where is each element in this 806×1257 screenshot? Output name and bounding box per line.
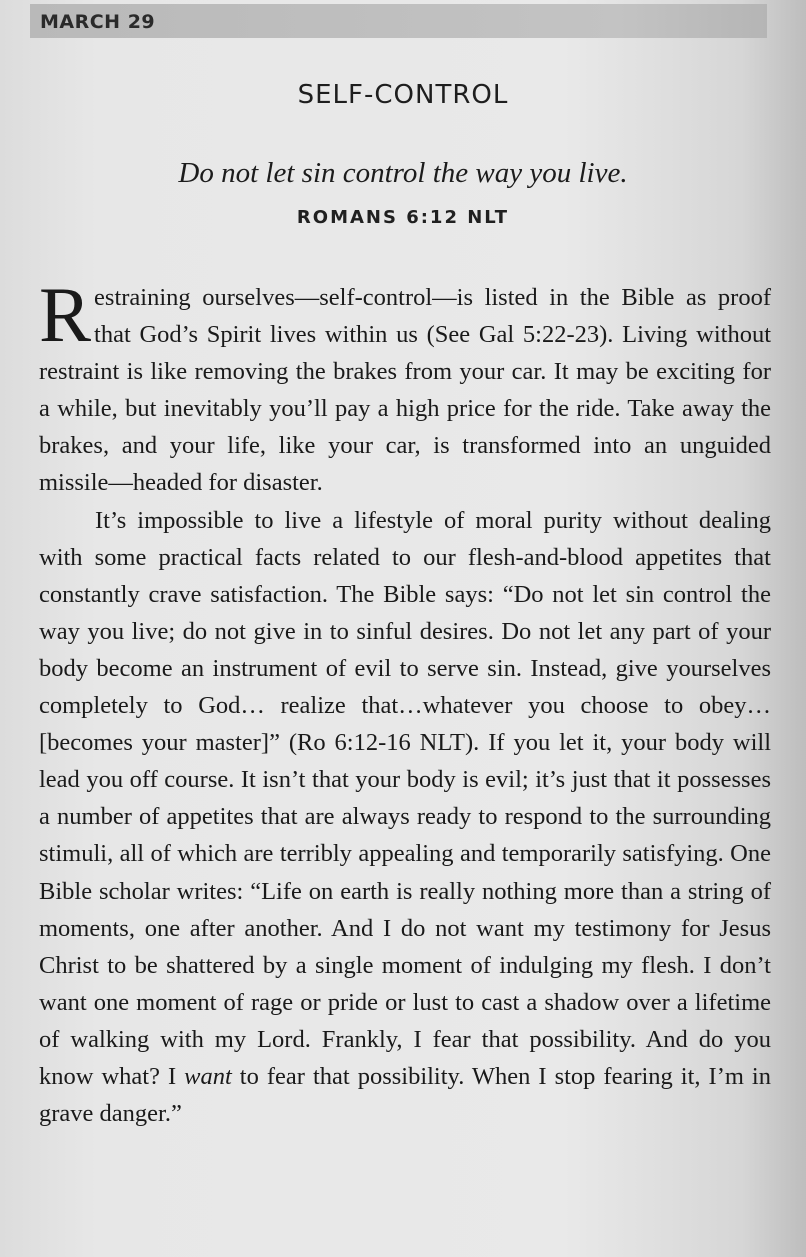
paragraph-2-text-start: It’s impossible to live a lifestyle of moral purity without dealing with some practical facts related to our flesh-and-blood appetites that constantly crave satisfaction. The Bible says: “Do not let sin control the way you live; do not give in to sinful desires. Do not let any part of your body become an instrument of evil to serve sin. Instead, give yourselves completely to God… realize that…whatever you choose to obey…[becomes your master]” (Ro 6:12-16 NLT). If you let it, your body will lead you off course. It isn’t that your body is evil; it’s just that it possesses a number of appetites that are always ready to respond to the surrounding stimuli, all of which are terribly appealing and temporarily satisfying. One Bible scholar writes: “Life on earth is really nothing more than a string of moments, one after another. And I do not want my testimony for Jesus Christ to be shattered by a single moment of indulging my flesh. I don’t want one moment of rage or pride or lust to cast a shadow over a lifetime of walking with my Lord. Frankly, I fear that possibility. And do you know what? I	[39, 506, 771, 1090]
drop-cap: R	[39, 271, 92, 358]
date-header-bar	[30, 4, 767, 38]
devotional-body	[39, 271, 771, 1132]
verse-text: Do not let sin control the way you live.	[178, 157, 628, 189]
paragraph-2	[39, 502, 771, 1133]
paragraph-2-text-end: to fear that possibility. When I stop fearing it, I’m in grave danger.”	[39, 1062, 771, 1128]
paragraph-1	[39, 271, 771, 502]
page-title: SELF-CONTROL	[297, 80, 509, 110]
emphasized-word: want	[184, 1062, 232, 1090]
paragraph-1-text: estraining ourselves—self-control—is listed in the Bible as proof that God’s Spirit lives within us (See Gal 5:22-23). Living without restraint is like removing the brakes from your car. It may be exciting for a while, but inevitably you’ll pay a high price for the ride. Take away the brakes, and your life, like your car, is transformed into an unguided missile—headed for disaster.	[39, 284, 771, 497]
date-label: MARCH 29	[40, 11, 156, 33]
verse-reference: ROMANS 6:12 NLT	[296, 207, 510, 228]
